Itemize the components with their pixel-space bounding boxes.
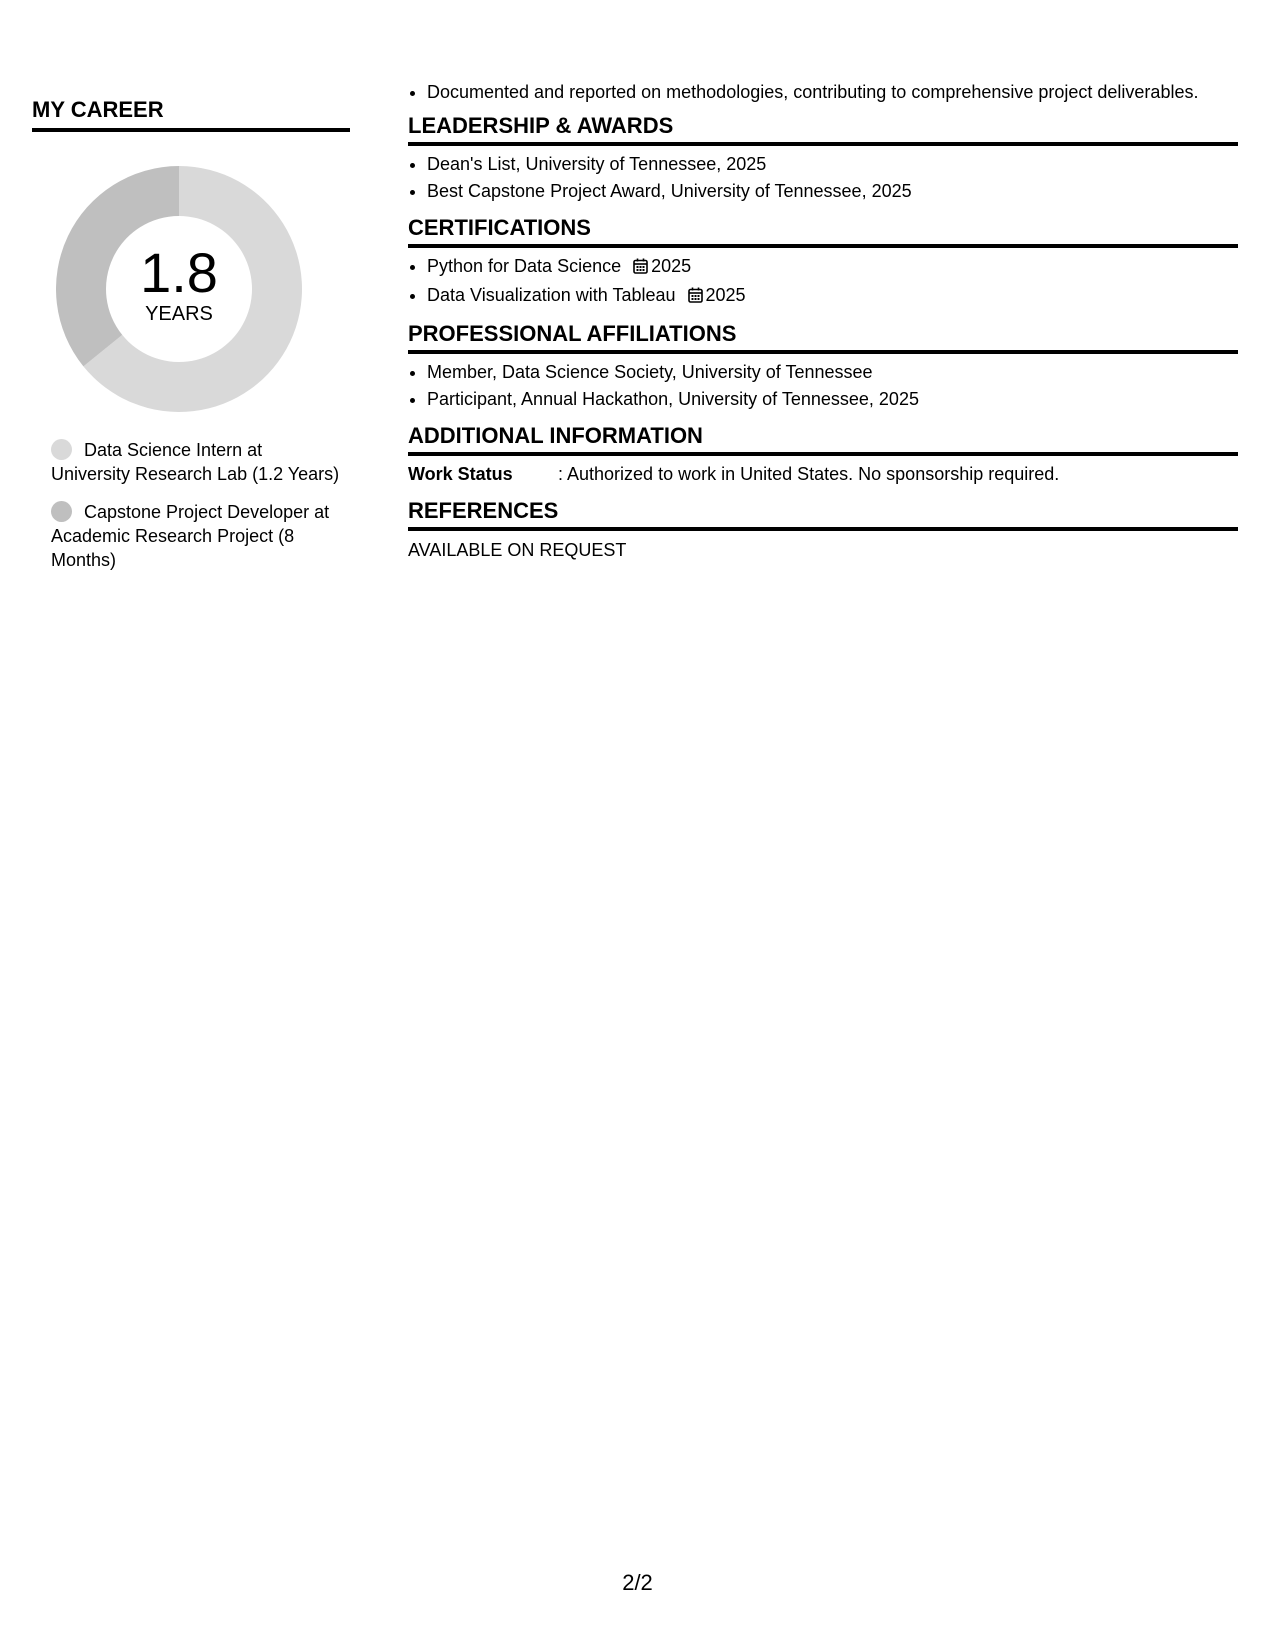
legend-label: Capstone Project Developer at Academic Research Project (8 Months)	[51, 502, 330, 570]
legend-swatch	[51, 501, 72, 522]
list-item	[427, 253, 1238, 282]
list-item: • Dean's List, University of Tennessee, 2025	[427, 151, 1238, 178]
leadership-title: LEADERSHIP & AWARDS	[408, 112, 1238, 146]
certifications-title: CERTIFICATIONS	[408, 214, 1238, 248]
references-section	[408, 497, 1238, 564]
info-value: : Authorized to work in United States. No sponsorship required.	[558, 464, 1060, 484]
references-title: REFERENCES	[408, 497, 1238, 531]
info-key: Work Status	[408, 464, 513, 484]
affiliations-list	[408, 359, 1238, 413]
list-item: • Participant, Annual Hackathon, University of Tennessee, 2025	[427, 386, 1238, 413]
donut-center	[56, 166, 302, 412]
main-content	[408, 79, 1238, 573]
career-donut-chart	[56, 166, 302, 412]
list-item: • Member, Data Science Society, University of Tennessee	[427, 359, 1238, 386]
additional-section	[408, 422, 1238, 488]
affiliations-section	[408, 320, 1238, 413]
career-total-unit: YEARS	[145, 303, 213, 325]
certification-name: Data Visualization with Tableau	[427, 285, 676, 305]
leadership-section	[408, 112, 1238, 205]
list-item	[427, 282, 1238, 311]
certifications-section	[408, 214, 1238, 311]
calendar-icon	[688, 284, 703, 311]
career-total-years: 1.8	[140, 241, 218, 304]
leadership-list	[408, 151, 1238, 205]
certification-year: 2025	[705, 285, 746, 305]
page-number: 2/2	[622, 1570, 653, 1595]
list-item: • Documented and reported on methodologies, contributing to comprehensive project deliverables.	[427, 79, 1238, 106]
calendar-icon	[633, 255, 648, 282]
legend-label: Data Science Intern at University Research Lab (1.2 Years)	[51, 440, 340, 484]
experience-tail-list	[408, 79, 1238, 106]
career-title: MY CAREER	[32, 96, 350, 132]
list-item: • Best Capstone Project Award, University of Tennessee, 2025	[427, 178, 1238, 205]
additional-title: ADDITIONAL INFORMATION	[408, 422, 1238, 456]
legend-item	[51, 438, 341, 486]
career-legend	[51, 438, 341, 572]
affiliations-title: PROFESSIONAL AFFILIATIONS	[408, 320, 1238, 354]
legend-item	[51, 500, 341, 572]
certification-name: Python for Data Science	[427, 256, 622, 276]
career-sidebar	[32, 96, 350, 586]
certification-year: 2025	[651, 256, 692, 276]
references-text: AVAILABLE ON REQUEST	[408, 540, 627, 560]
certifications-list	[408, 253, 1238, 311]
legend-swatch	[51, 439, 72, 460]
info-row	[408, 461, 1238, 488]
